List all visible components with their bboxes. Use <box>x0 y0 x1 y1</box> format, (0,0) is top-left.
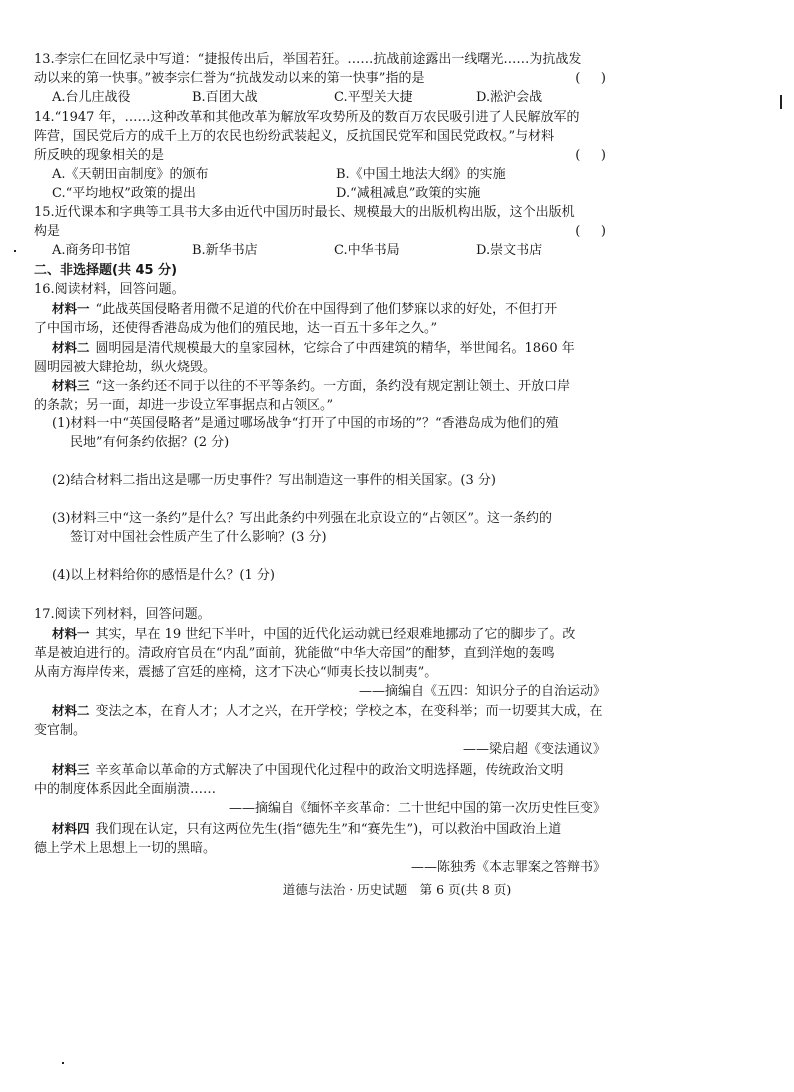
q16-material-1 <box>34 299 606 338</box>
q17-m4-label: 材料四 <box>52 821 90 836</box>
question-14 <box>34 108 606 203</box>
q17-material-2 <box>34 701 606 759</box>
q16-subquestion-1 <box>34 414 606 452</box>
q13-option-c[interactable]: C.平型关大捷 <box>334 90 413 105</box>
q14-answer-paren[interactable]: ( ) <box>575 148 606 163</box>
q16-material-3 <box>34 376 606 415</box>
q14-stem-line2: 阵营，国民党后方的成千上万的农民也纷纷武装起义，反抗国民党军和国民党政权。”与材料 <box>34 129 555 144</box>
q16-m3-text-line2: 的条款；另一面，却进一步设立军事据点和占领区。” <box>34 398 334 413</box>
scan-speck <box>14 250 16 252</box>
q17-material-4 <box>34 819 606 877</box>
q16-sq1-line2: 民地”有何条约依据？(2 分) <box>70 435 230 450</box>
q13-option-b[interactable]: B.百团大战 <box>192 90 258 105</box>
q17-m1-source: ——摘编自《五四：知识分子的自治运动》 <box>358 684 606 699</box>
q16-intro: 16.阅读材料，回答问题。 <box>34 282 185 297</box>
q16-m1-text-line1: “此战英国侵略者用微不足道的代价在中国得到了他们梦寐以求的好处，不但打开 <box>95 302 558 317</box>
scan-speck <box>780 95 782 109</box>
q17-m4-text-line2: 德上学术上思想上一切的黑暗。 <box>34 841 217 856</box>
q16-sq4-line: (4)以上材料给你的感悟是什么？(1 分) <box>52 568 275 583</box>
q16-m2-label: 材料二 <box>52 340 90 355</box>
q16-m3-label: 材料三 <box>52 378 90 393</box>
q17-m3-text-line1: 辛亥革命以革命的方式解决了中国现代化过程中的政治文明选择题，传统政治文明 <box>95 763 564 778</box>
q17-m1-text-line2: 革是被迫进行的。清政府官员在“内乱”面前，犹能做“中华大帝国”的酣梦，直到洋炮的轰鸣 <box>34 646 555 661</box>
question-15 <box>34 203 606 260</box>
q17-m2-text-line1: 变法之本，在育人才；人才之兴，在开学校；学校之本，在变科举；而一切要其大成，在 <box>95 704 603 719</box>
q15-stem-line1: 15.近代课本和字典等工具书大多由近代中国历时最长、规模最大的出版机构出版，这个出版机 <box>34 205 575 220</box>
q17-m3-label: 材料三 <box>52 762 90 777</box>
q13-option-a[interactable]: A.台儿庄战役 <box>52 90 131 105</box>
page-footer: 道德与法治 · 历史试题 第 6 页(共 8 页) <box>282 882 512 897</box>
q17-m2-source: ——梁启超《变法通议》 <box>462 742 606 757</box>
q14-stem-line3: 所反映的现象相关的是 <box>34 148 165 163</box>
question-16 <box>34 280 606 299</box>
q16-m3-text-line1: “这一条约还不同于以往的不平等条约。一方面，条约没有规定割让领土、开放口岸 <box>95 379 571 394</box>
q15-option-c[interactable]: C.中华书局 <box>334 243 400 258</box>
q16-sq1-line1: (1)材料一中“英国侵略者”是通过哪场战争“打开了中国的市场的”？“香港岛成为他们的殖 <box>52 416 559 431</box>
q17-material-3 <box>34 760 606 818</box>
q17-m2-label: 材料二 <box>52 703 90 718</box>
q16-material-2 <box>34 338 606 377</box>
q17-m3-source: ——摘编自《缅怀辛亥革命：二十世纪中国的第一次历史性巨变》 <box>228 801 606 816</box>
q16-subquestion-2 <box>34 471 606 490</box>
q16-sq2-line: (2)结合材料二指出这是哪一历史事件？写出制造这一事件的相关国家。(3 分) <box>52 473 496 488</box>
q14-option-a[interactable]: A.《天朝田亩制度》的颁布 <box>52 167 209 182</box>
scan-speck <box>62 1062 64 1064</box>
q17-m1-label: 材料一 <box>52 626 90 641</box>
q13-answer-paren[interactable]: ( ) <box>575 71 606 86</box>
q17-m2-text-line2: 变官制。 <box>34 723 87 738</box>
q16-subquestion-3 <box>34 509 606 547</box>
q15-option-b[interactable]: B.新华书店 <box>192 243 258 258</box>
q13-stem-line2: 动以来的第一快事。”被李宗仁誉为“抗战发动以来的第一快事”指的是 <box>34 71 425 86</box>
q16-m1-label: 材料一 <box>52 301 90 316</box>
q15-option-d[interactable]: D.崇文书店 <box>476 243 543 258</box>
question-17 <box>34 605 606 624</box>
q15-stem-line2: 构是 <box>34 224 61 239</box>
q14-stem-line1: 14.“1947 年，……这种改革和其他改革为解放军攻势所及的数百万农民吸引进了人民解放军的 <box>34 110 580 125</box>
q17-m4-source: ——陈独秀《本志罪案之答辩书》 <box>410 860 606 875</box>
q17-material-1 <box>34 624 606 701</box>
q17-intro: 17.阅读下列材料，回答问题。 <box>34 607 211 622</box>
q16-m1-text-line2: 了中国市场，还使得香港岛成为他们的殖民地，达一百五十多年之久。” <box>34 321 438 336</box>
q17-m1-text-line3: 从南方海岸传来，震撼了宫廷的座椅，这才下决心“师夷长技以制夷”。 <box>34 665 438 680</box>
q16-sq3-line1: (3)材料三中“这一条约”是什么？写出此条约中列强在北京设立的“占领区”。这一条约的 <box>52 511 552 526</box>
q17-m4-text-line1: 我们现在认定，只有这两位先生(指“德先生”和“赛先生”)，可以救治中国政治上道 <box>95 822 562 837</box>
q16-sq3-line2: 签订对中国社会性质产生了什么影响？(3 分) <box>70 530 327 545</box>
q14-option-b[interactable]: B.《中国土地法大纲》的实施 <box>336 167 506 182</box>
q13-option-d[interactable]: D.淞沪会战 <box>476 90 543 105</box>
q16-m2-text-line1: 圆明园是清代规模最大的皇家园林，它综合了中西建筑的精华，举世闻名。1860 年 <box>95 341 575 356</box>
q15-answer-paren[interactable]: ( ) <box>575 224 606 239</box>
q17-m1-text-line1: 其实，早在 19 世纪下半叶，中国的近代化运动就已经艰难地挪动了它的脚步了。改 <box>95 627 576 642</box>
q14-option-c[interactable]: C.“平均地权”政策的提出 <box>52 186 196 201</box>
section-heading-nonchoice: 二、非选择题(共 45 分) <box>34 263 178 278</box>
q16-m2-text-line2: 圆明园被大肆抢劫，纵火烧毁。 <box>34 360 217 375</box>
q17-m3-text-line2: 中的制度体系因此全面崩溃…… <box>34 782 217 797</box>
q16-subquestion-4 <box>34 566 606 585</box>
q14-option-d[interactable]: D.“减租减息”政策的实施 <box>336 186 481 201</box>
q13-stem-line1: 13.李宗仁在回忆录中写道：“捷报传出后，举国若狂。……抗战前途露出一线曙光……为抗战发 <box>34 52 582 67</box>
q15-option-a[interactable]: A.商务印书馆 <box>52 243 131 258</box>
question-13 <box>34 50 606 107</box>
